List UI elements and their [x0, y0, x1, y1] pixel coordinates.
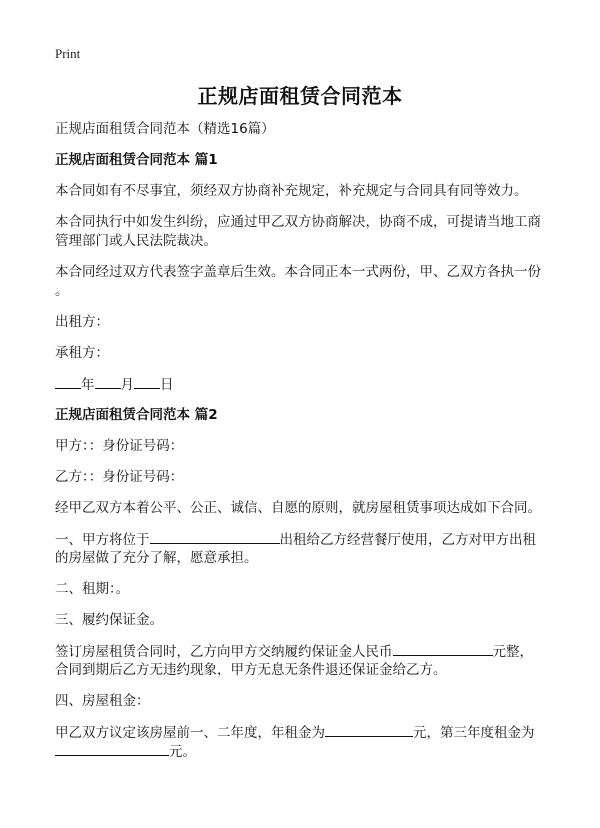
- paragraph-effect-line1: 本合同经过双方代表签字盖章后生效。本合同正本一式两份，甲、乙双方各执一份: [55, 264, 541, 280]
- deposit-amount-blank: [393, 641, 493, 656]
- third-year-rent-blank: [55, 741, 169, 756]
- clause-1-suffix: 出租给乙方经营餐厅使用，乙方对甲方出租: [279, 532, 536, 548]
- paragraph-supplement: 本合同如有不尽事宜，须经双方协商补充规定，补充规定与合同具有同等效力。: [55, 183, 528, 199]
- contract-intro: 经甲乙双方本着公平、公正、诚信、自愿的原则，就房屋租赁事项达成如下合同。: [55, 500, 541, 516]
- property-location-blank: [150, 529, 280, 544]
- clause-3-deposit-heading: 三、履约保证金。: [55, 612, 163, 628]
- lessor-label: 出租方：: [55, 314, 109, 330]
- day-blank: [134, 374, 160, 389]
- print-label[interactable]: Print: [55, 46, 81, 61]
- lessee-label: 承租方：: [55, 345, 109, 361]
- document-subtitle: 正规店面租赁合同范本（精选16篇）: [55, 121, 275, 137]
- deposit-suffix: 元整，: [492, 644, 533, 660]
- date-year-label: 年: [81, 377, 95, 393]
- paragraph-dispute-line2: 管理部门或人民法院裁决。: [55, 233, 217, 249]
- rent-middle: 元，第三年度租金为: [413, 725, 535, 741]
- deposit-line2: 合同到期后乙方无违约现象，甲方无息无条件退还保证金给乙方。: [55, 662, 447, 678]
- rent-prefix: 甲乙双方议定该房屋前一、二年度，年租金为: [55, 725, 325, 741]
- date-day-label: 日: [160, 377, 174, 393]
- deposit-line1: [55, 641, 555, 662]
- clause-2-lease-term: 二、租期：。: [55, 581, 130, 597]
- clause-1-prefix: 一、甲方将位于: [55, 532, 150, 548]
- rent-suffix: 元。: [169, 744, 196, 760]
- signing-date: [55, 374, 555, 395]
- document-title: 正规店面租赁合同范本: [197, 84, 403, 108]
- annual-rent-blank: [325, 722, 413, 737]
- clause-1-line1: [55, 529, 555, 550]
- paragraph-dispute-line1: 本合同执行中如发生纠纷，应通过甲乙双方协商解决，协商不成，可提请当地工商: [55, 214, 541, 230]
- section-heading-1: 正规店面租赁合同范本 篇1: [55, 152, 218, 168]
- year-blank: [55, 374, 81, 389]
- rent-line1: [55, 722, 555, 743]
- party-a-line: 甲方：：身份证号码：: [55, 438, 184, 454]
- paragraph-effect-line2: 。: [55, 283, 69, 299]
- clause-4-rent-heading: 四、房屋租金：: [55, 693, 150, 709]
- date-month-label: 月: [120, 377, 134, 393]
- party-b-line: 乙方：：身份证号码：: [55, 469, 184, 485]
- clause-1-line2: 的房屋做了充分了解，愿意承担。: [55, 550, 258, 566]
- section-heading-2: 正规店面租赁合同范本 篇2: [55, 407, 218, 423]
- month-blank: [95, 374, 121, 389]
- rent-line2: [55, 741, 555, 762]
- deposit-prefix: 签订房屋租赁合同时，乙方向甲方交纳履约保证金人民币: [55, 644, 393, 660]
